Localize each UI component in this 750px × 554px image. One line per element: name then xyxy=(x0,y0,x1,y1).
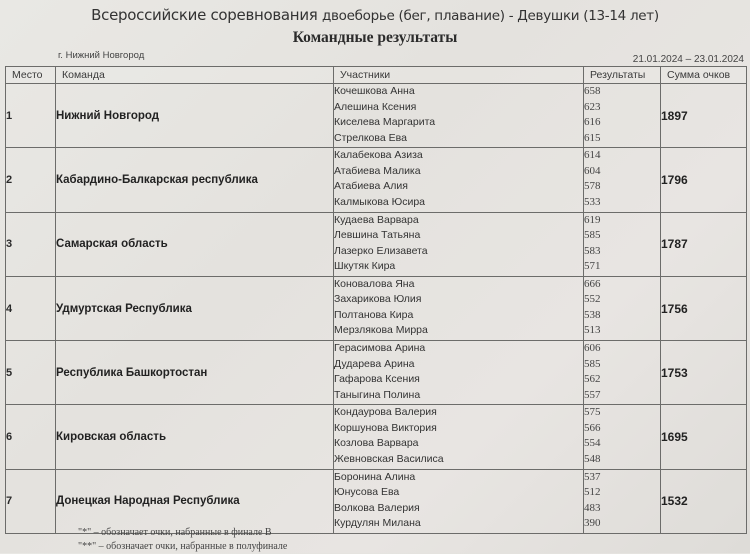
team-scores-cell xyxy=(584,148,661,212)
participant-name: Киселева Маргарита xyxy=(334,116,436,128)
team-row xyxy=(6,469,747,533)
participant-score: 658 xyxy=(584,85,601,97)
team-place: 4 xyxy=(6,276,56,340)
team-scores-cell xyxy=(584,341,661,405)
participant-name: Мерзлякова Мирра xyxy=(334,324,428,337)
participant-score: 557 xyxy=(584,388,601,401)
team-total-score: 1695 xyxy=(661,405,747,469)
team-row xyxy=(6,212,747,276)
participant-score: 615 xyxy=(584,131,601,144)
participant-score: 666 xyxy=(584,277,601,290)
participant-name: Кочешкова Анна xyxy=(334,85,415,97)
team-name: Самарская область xyxy=(56,212,334,276)
participant-name: Лазерко Елизавета xyxy=(334,244,428,257)
participant-score: 537 xyxy=(584,470,601,483)
participant-score: 575 xyxy=(584,406,601,419)
participant-name: Жевновская Василиса xyxy=(334,452,444,465)
team-total-score: 1787 xyxy=(661,212,747,276)
date-range: 21.01.2024 – 23.01.2024 xyxy=(632,54,744,65)
team-results-table xyxy=(5,66,747,534)
participant-score: 614 xyxy=(584,149,601,162)
participant-name: Атабиева Алия xyxy=(334,180,408,193)
footnote-semifinal: "**" – обозначает очки, набранные в полуфинале xyxy=(78,541,288,552)
participant-name: Захарикова Юлия xyxy=(334,293,422,306)
team-members-cell xyxy=(334,341,584,405)
participant-name: Кондаурова Валерия xyxy=(334,406,437,419)
team-members-cell xyxy=(334,84,584,148)
participant-score: 623 xyxy=(584,100,601,113)
team-place: 3 xyxy=(6,212,56,276)
participant-name: Боронина Алина xyxy=(334,470,416,483)
team-place: 2 xyxy=(6,148,56,212)
participant-name: Гафарова Ксения xyxy=(334,373,420,386)
team-row xyxy=(6,148,747,212)
team-row xyxy=(6,341,747,405)
footnote-final-b: "*" – обозначает очки, набранные в финале В xyxy=(78,527,272,538)
team-place: 1 xyxy=(6,84,56,148)
participant-score: 538 xyxy=(584,308,601,321)
team-total-score: 1532 xyxy=(661,469,747,533)
team-scores-cell xyxy=(584,469,661,533)
column-header-total: Сумма очков xyxy=(661,67,747,84)
document-title xyxy=(0,6,750,24)
participant-score: 604 xyxy=(584,164,601,177)
participant-name: Юнусова Ева xyxy=(334,486,400,499)
team-row xyxy=(6,276,747,340)
participant-name: Курдулян Милана xyxy=(334,517,421,530)
participant-name: Алешина Ксения xyxy=(334,100,417,113)
participant-name: Таныгина Полина xyxy=(334,388,421,401)
team-place: 7 xyxy=(6,469,56,533)
team-scores-cell xyxy=(584,405,661,469)
column-header-members: Участники xyxy=(334,67,584,84)
team-name: Кабардино-Балкарская республика xyxy=(56,148,334,212)
city-label: г. Нижний Новгород xyxy=(58,50,145,61)
footnotes xyxy=(78,526,287,554)
team-scores-cell xyxy=(584,212,661,276)
participant-score: 616 xyxy=(584,116,601,128)
participant-name: Калабекова Азиза xyxy=(334,149,423,162)
title-sub: двоеборье (бег, плавание) - Девушки (13-14 лет) xyxy=(321,8,659,24)
participant-name: Левшина Татьяна xyxy=(334,229,421,242)
team-total-score: 1753 xyxy=(661,341,747,405)
team-total-score: 1756 xyxy=(661,276,747,340)
column-header-results: Результаты xyxy=(584,67,661,84)
participant-score: 571 xyxy=(584,260,601,273)
team-place: 6 xyxy=(6,405,56,469)
participant-score: 552 xyxy=(584,293,601,306)
participant-name: Калмыкова Юсира xyxy=(334,195,426,208)
team-name: Кировская область xyxy=(56,405,334,469)
participant-score: 566 xyxy=(584,421,601,434)
team-row xyxy=(6,405,747,469)
team-place: 5 xyxy=(6,341,56,405)
participant-name: Герасимова Арина xyxy=(334,342,426,355)
document-subtitle: Командные результаты xyxy=(292,29,458,46)
team-total-score: 1897 xyxy=(661,84,747,148)
team-members-cell xyxy=(334,276,584,340)
team-members-cell xyxy=(334,469,584,533)
team-total-score: 1796 xyxy=(661,148,747,212)
participant-name: Стрелкова Ева xyxy=(334,131,407,144)
participant-name: Коновалова Яна xyxy=(334,277,415,290)
participant-name: Дударева Арина xyxy=(334,357,415,370)
participant-name: Кудаева Варвара xyxy=(334,213,419,226)
participant-name: Волкова Валерия xyxy=(334,501,420,514)
participant-score: 606 xyxy=(584,342,601,355)
participant-score: 533 xyxy=(584,195,601,208)
team-members-cell xyxy=(334,405,584,469)
team-scores-cell xyxy=(584,84,661,148)
team-name: Нижний Новгород xyxy=(56,84,334,148)
participant-score: 562 xyxy=(584,373,601,386)
participant-score: 548 xyxy=(584,452,601,465)
participant-name: Коршунова Виктория xyxy=(334,421,437,434)
participant-score: 554 xyxy=(584,437,601,450)
participant-score: 583 xyxy=(584,244,601,257)
participant-score: 578 xyxy=(584,180,601,193)
column-header-team: Команда xyxy=(56,67,334,84)
team-row xyxy=(6,84,747,148)
team-members-cell xyxy=(334,212,584,276)
team-name: Донецкая Народная Республика xyxy=(56,469,334,533)
participant-name: Козлова Варвара xyxy=(334,437,419,450)
participant-score: 512 xyxy=(584,486,601,499)
participant-name: Атабиева Малика xyxy=(334,164,421,177)
participant-score: 483 xyxy=(584,501,601,514)
team-members-cell xyxy=(334,148,584,212)
participant-score: 619 xyxy=(584,213,601,226)
participant-name: Полтанова Кира xyxy=(334,308,414,321)
participant-score: 513 xyxy=(584,324,601,337)
participant-score: 585 xyxy=(584,357,601,370)
participant-score: 390 xyxy=(584,517,601,530)
team-name: Удмуртская Республика xyxy=(56,276,334,340)
title-main: Всероссийские соревнования xyxy=(91,6,318,24)
participant-name: Шкутяк Кира xyxy=(334,260,396,273)
table-header-row xyxy=(6,67,747,84)
team-name: Республика Башкортостан xyxy=(56,341,334,405)
participant-score: 585 xyxy=(584,229,601,242)
team-scores-cell xyxy=(584,276,661,340)
column-header-place: Место xyxy=(6,67,56,84)
